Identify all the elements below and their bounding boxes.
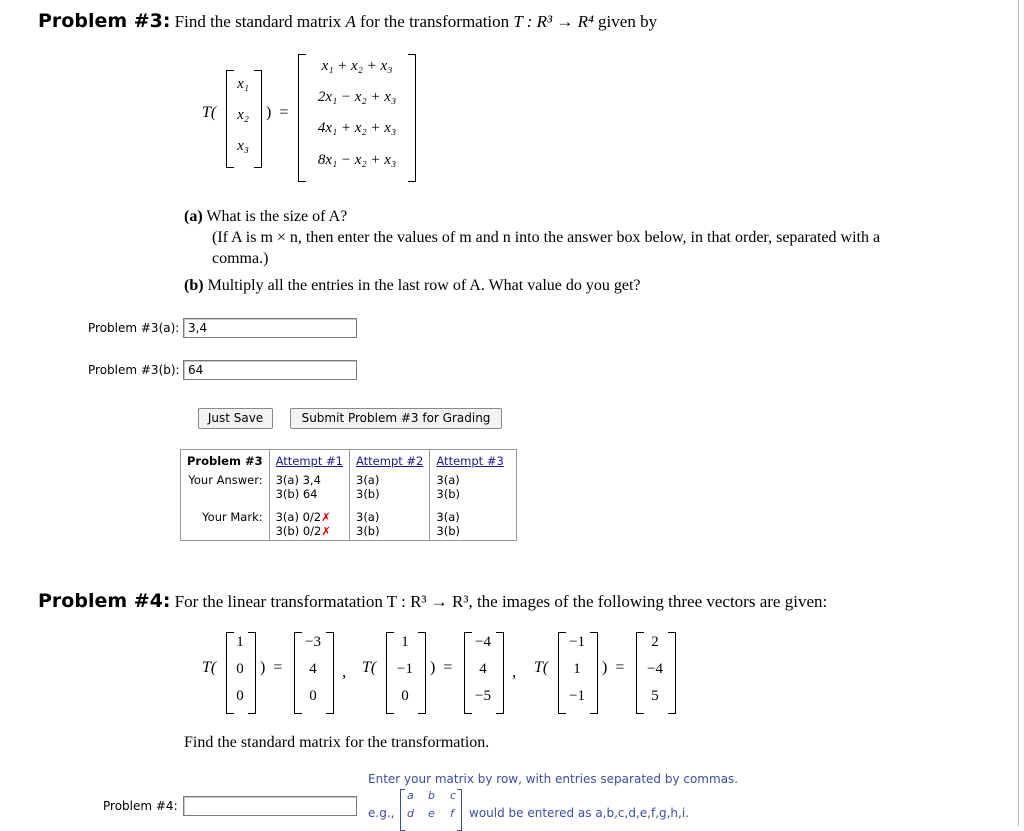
p3-T-label: T( <box>202 104 217 121</box>
p4-bracket <box>590 632 598 714</box>
wrong-mark-icon: ✗ <box>321 524 332 538</box>
eg-b: b <box>428 789 435 802</box>
p4-T-label-3: T( <box>534 659 549 676</box>
just-save-button[interactable]: Just Save <box>198 408 273 429</box>
p4-bracket <box>496 632 504 714</box>
p3-out-0: x₁ + x₂ + x₃ <box>321 58 393 74</box>
problem4-title: Problem #4: <box>38 590 171 612</box>
attempt-2-answer: 3(a) 3(b) <box>350 472 430 502</box>
p3-close-eq: ) = <box>266 104 289 121</box>
p4-out-1-1: 4 <box>309 661 317 677</box>
attempts-table <box>180 449 517 541</box>
p4-out-1-0: −3 <box>305 634 321 650</box>
p3-in-0: x₁ <box>237 76 249 92</box>
problem4-heading <box>38 590 827 612</box>
attempts-header-row <box>181 450 517 473</box>
p4-in-2-0: 1 <box>401 634 409 650</box>
answer-3a-label: Problem #3(a): <box>88 321 180 335</box>
p3-out-2: 4x₁ + x₂ + x₃ <box>317 120 397 136</box>
attempt-3-link[interactable]: Attempt #3 <box>436 454 504 468</box>
your-mark-row <box>181 502 517 541</box>
part-b <box>184 277 641 295</box>
attempt-2-link[interactable]: Attempt #2 <box>356 454 424 468</box>
part-b-text: Multiply all the entries in the last row of A. What value do you get? <box>207 277 641 294</box>
p4-out-2-0: −4 <box>475 634 491 650</box>
p4-in-1-2: 0 <box>236 688 244 704</box>
p4-bracket <box>248 632 256 714</box>
eg-bracket-right <box>457 789 462 831</box>
problem3-intro-b: for the transformation <box>359 12 510 31</box>
answer-3a-input[interactable] <box>183 318 357 338</box>
p4-out-2-2: −5 <box>475 688 491 704</box>
p3-out-1: 2x₁ − x₂ + x₃ <box>317 89 397 105</box>
part-a-label: (a) <box>184 208 203 225</box>
problem3-intro-A: A <box>345 12 356 31</box>
problem4-find-text: Find the standard matrix for the transformation. <box>184 734 490 751</box>
part-a-note-2: comma.) <box>212 250 269 267</box>
attempt-1-answer: 3(a) 3,4 3(b) 64 <box>269 472 349 502</box>
eg-a: a <box>407 789 414 802</box>
your-answer-row <box>181 472 517 502</box>
answer-3b-label: Problem #3(b): <box>88 363 180 377</box>
part-a <box>184 208 347 226</box>
p3-in-bracket-right <box>254 70 262 168</box>
problem3-intro-c: given by <box>598 12 658 31</box>
p4-comma-2: , <box>512 662 517 681</box>
eg-bracket-left <box>400 789 405 831</box>
p4-in-3-2: −1 <box>569 688 585 704</box>
p4-bracket <box>326 632 334 714</box>
problem4-intro: For the linear transformatation T : R³ → R³, the images of the following three vectors are given: <box>174 592 828 611</box>
attempt-1-mark: 3(a) 0/2✗ 3(b) 0/2✗ <box>269 502 349 541</box>
p4-in-1-0: 1 <box>236 634 244 650</box>
wrong-mark-icon: ✗ <box>321 510 331 524</box>
p4-out-1-2: 0 <box>309 688 317 704</box>
p4-in-3-1: 1 <box>573 661 581 677</box>
p4-eq-1: ) = <box>260 659 283 676</box>
page-right-border <box>1018 0 1019 826</box>
part-a-note-1: (If A is m × n, then enter the values of m and n into the answer box below, in that order, separated with a <box>212 229 881 246</box>
attempt-3-mark: 3(a) 3(b) <box>430 502 516 541</box>
problem3-intro-map: T : R³ → R⁴ <box>513 12 594 31</box>
problem3-intro-a: Find the standard matrix <box>174 12 342 31</box>
your-answer-label: Your Answer: <box>188 473 263 487</box>
p4-out-3-2: 5 <box>651 688 659 704</box>
p3-out-3: 8x₁ − x₂ + x₃ <box>317 152 397 168</box>
answer-4-input[interactable] <box>183 796 357 816</box>
p4-in-2-2: 0 <box>401 688 409 704</box>
your-mark-label: Your Mark: <box>202 510 263 524</box>
p4-T-label-2: T( <box>362 659 377 676</box>
p4-bracket <box>668 632 676 714</box>
p4-eq-2: ) = <box>430 659 453 676</box>
answer-3b-input[interactable] <box>183 360 357 380</box>
p4-comma-1: , <box>342 662 347 681</box>
problem3-title: Problem #3: <box>38 10 171 32</box>
part-a-text: What is the size of A? <box>206 208 348 225</box>
p4-out-3-1: −4 <box>647 661 663 677</box>
p4-in-3-0: −1 <box>569 634 585 650</box>
p4-out-3-0: 2 <box>651 634 659 650</box>
eg-suffix: would be entered as a,b,c,d,e,f,g,h,i. <box>469 806 690 820</box>
problem3-heading <box>38 10 657 32</box>
eg-d: d <box>407 807 414 820</box>
attempt-3-answer: 3(a) 3(b) <box>430 472 516 502</box>
answer-4-label: Problem #4: <box>103 799 178 813</box>
eg-label: e.g., <box>368 806 395 820</box>
eg-c: c <box>450 789 457 802</box>
submit-grading-button[interactable]: Submit Problem #3 for Grading <box>290 408 502 429</box>
eg-f: f <box>450 807 454 820</box>
p3-in-2: x₃ <box>237 138 249 154</box>
attempt-2-mark: 3(a) 3(b) <box>350 502 430 541</box>
p4-eq-3: ) = <box>602 659 625 676</box>
p4-in-1-1: 0 <box>236 661 244 677</box>
p4-out-2-1: 4 <box>479 661 487 677</box>
p4-in-2-1: −1 <box>397 661 413 677</box>
p3-in-1: x₂ <box>237 107 249 123</box>
part-b-label: (b) <box>184 277 204 294</box>
p3-out-bracket-right <box>408 54 416 182</box>
attempts-header: Problem #3 <box>187 454 263 468</box>
attempt-1-link[interactable]: Attempt #1 <box>275 454 343 468</box>
eg-e: e <box>428 807 435 820</box>
matrix-entry-hint: Enter your matrix by row, with entries separated by commas. <box>368 772 739 786</box>
p4-bracket <box>418 632 426 714</box>
p4-T-label-1: T( <box>202 659 217 676</box>
